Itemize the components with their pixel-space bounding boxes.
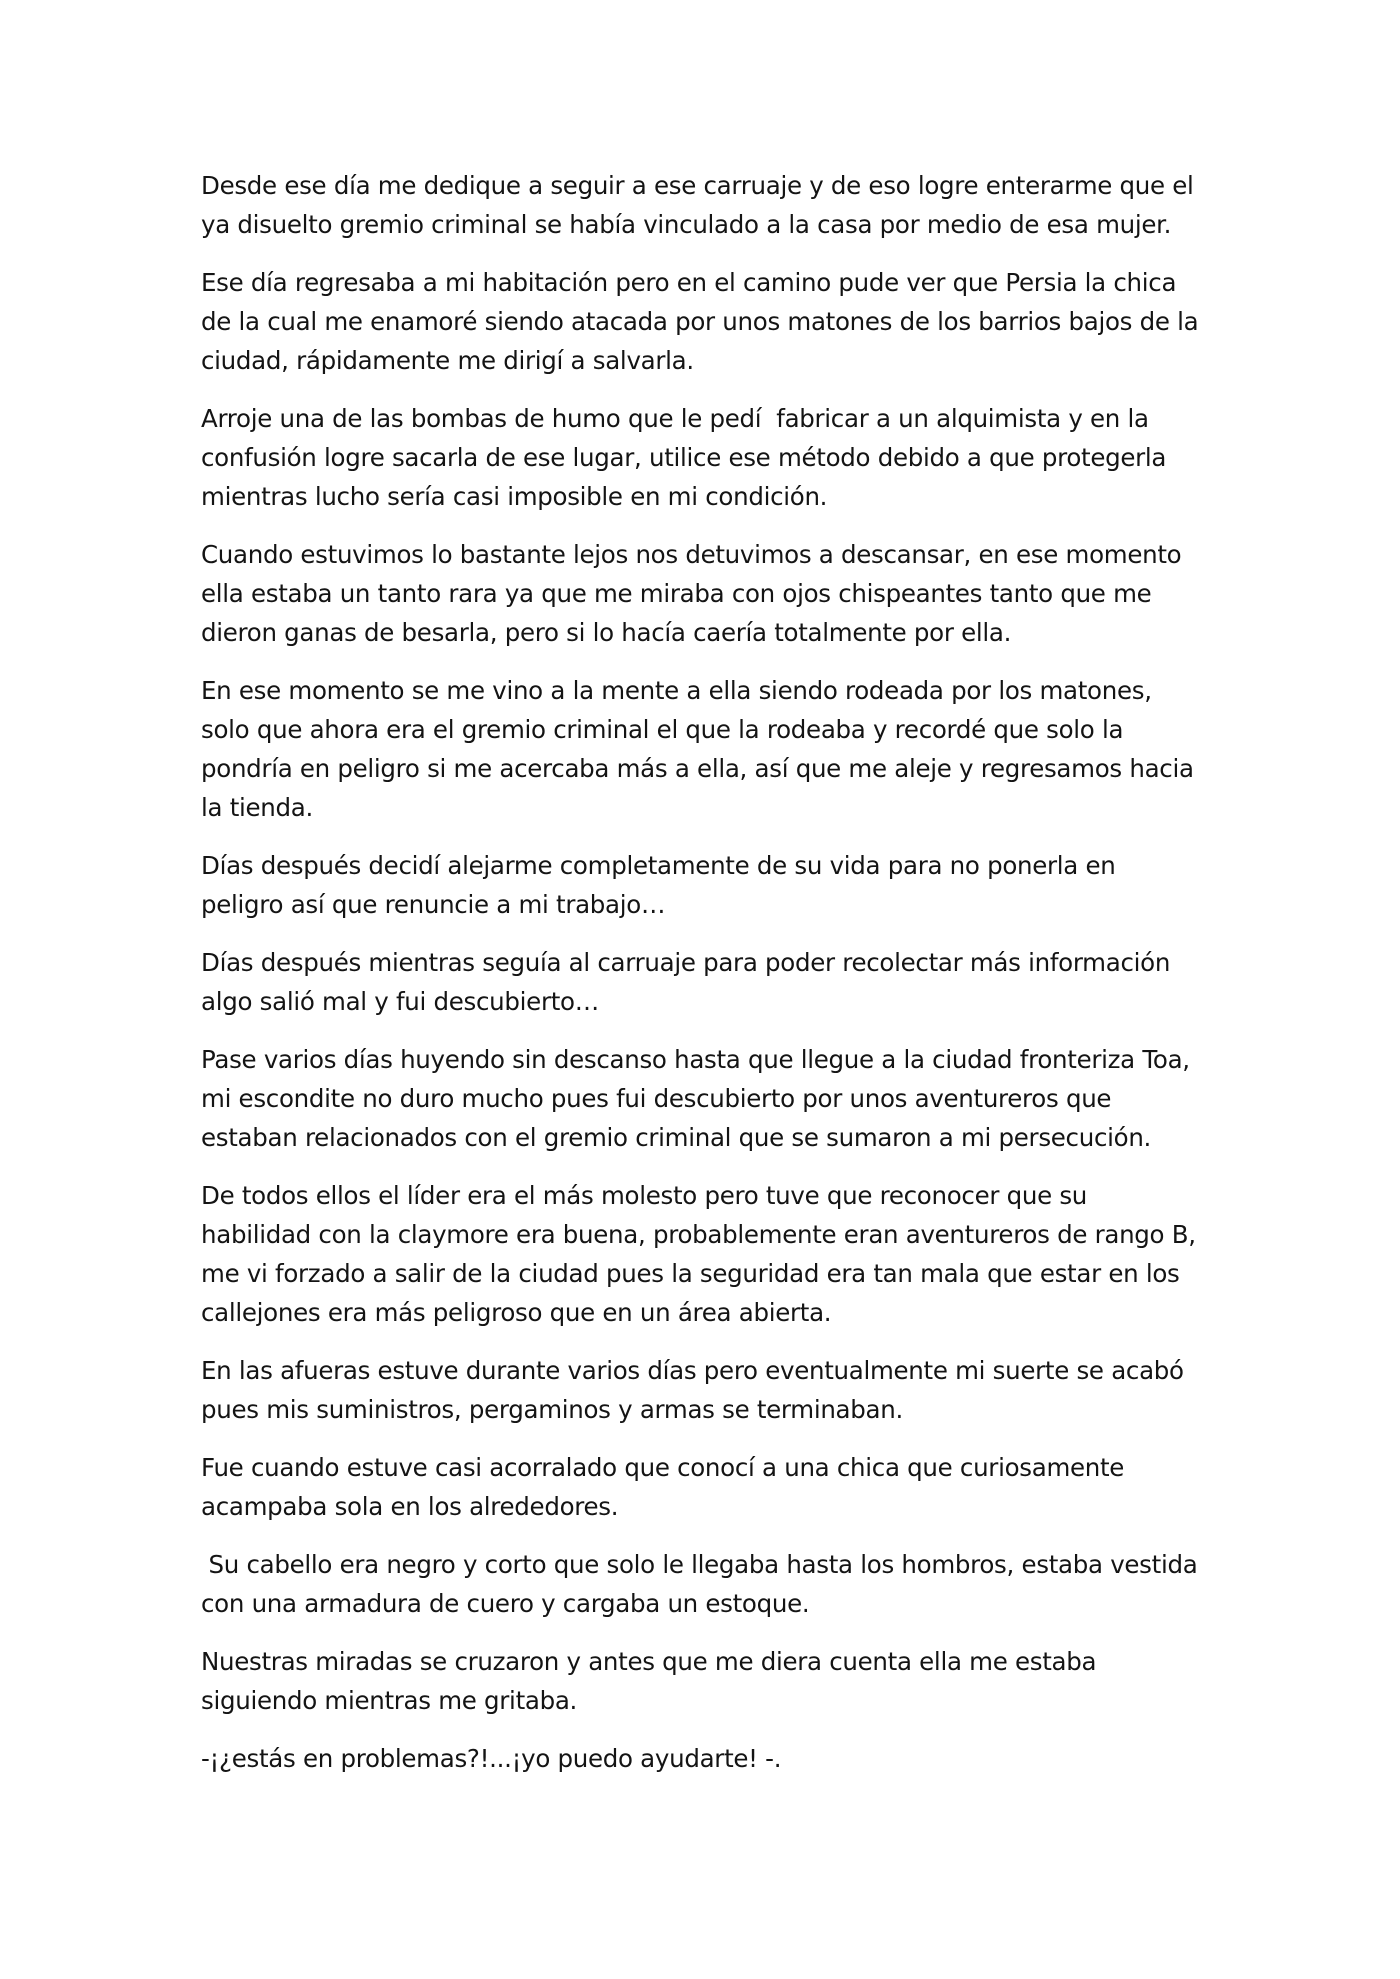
paragraph-10: En las afueras estuve durante varios días pero eventualmente mi suerte se acabó pues mis suministros, pergaminos y armas se terminaban. — [201, 1356, 1192, 1424]
paragraph-8: Pase varios días huyendo sin descanso hasta que llegue a la ciudad fronteriza Toa, mi escondite no duro mucho pues fui descubierto por unos aventureros que estaban relacionados con el gremio criminal que se sumaron a mi persecución. — [201, 1045, 1198, 1152]
paragraph-2: Ese día regresaba a mi habitación pero en el camino pude ver que Persia la chica de la cual me enamoré siendo atacada por unos matones de los barrios bajos de la ciudad, rápidamente me dirigí a salvarla. — [201, 268, 1206, 375]
paragraph-4: Cuando estuvimos lo bastante lejos nos detuvimos a descansar, en ese momento ella estaba un tanto rara ya que me miraba con ojos chispeantes tanto que me dieron ganas de besarla, pero si lo hacía caería totalmente por ella. — [201, 540, 1189, 647]
paragraph-14: -¡¿estás en problemas?!...¡yo puedo ayudarte! -. — [201, 1744, 782, 1773]
paragraph-5: En ese momento se me vino a la mente a ella siendo rodeada por los matones, solo que ahora era el gremio criminal el que la rodeaba y recordé que solo la pondría en peligro si me acercaba más a ella, así que me aleje y regresamos hacia la tienda. — [201, 676, 1202, 822]
paragraph-3: Arroje una de las bombas de humo que le pedí fabricar a un alquimista y en la confusión logre sacarla de ese lugar, utilice ese método debido a que protegerla mientras lucho sería casi imposible en mi condición. — [201, 404, 1174, 511]
paragraph-12: Su cabello era negro y corto que solo le llegaba hasta los hombros, estaba vestida con una armadura de cuero y cargaba un estoque. — [201, 1550, 1205, 1618]
paragraph-9: De todos ellos el líder era el más molesto pero tuve que reconocer que su habilidad con la claymore era buena, probablemente eran aventureros de rango B, me vi forzado a salir de la ciudad pues la seguridad era tan mala que estar en los callejones era más peligroso que en un área abierta. — [201, 1181, 1211, 1327]
paragraph-11: Fue cuando estuve casi acorralado que conocí a una chica que curiosamente acampaba sola en los alrededores. — [201, 1453, 1132, 1521]
paragraph-13: Nuestras miradas se cruzaron y antes que me diera cuenta ella me estaba siguiendo mientras me gritaba. — [201, 1647, 1104, 1715]
paragraph-1: Desde ese día me dedique a seguir a ese carruaje y de eso logre enterarme que el ya disuelto gremio criminal se había vinculado a la casa por medio de esa mujer. — [201, 171, 1202, 239]
paragraph-6: Días después decidí alejarme completamente de su vida para no ponerla en peligro así que renuncie a mi trabajo… — [201, 851, 1123, 919]
story-text — [201, 166, 1211, 1797]
paragraph-7: Días después mientras seguía al carruaje para poder recolectar más información algo salió mal y fui descubierto… — [201, 948, 1178, 1016]
